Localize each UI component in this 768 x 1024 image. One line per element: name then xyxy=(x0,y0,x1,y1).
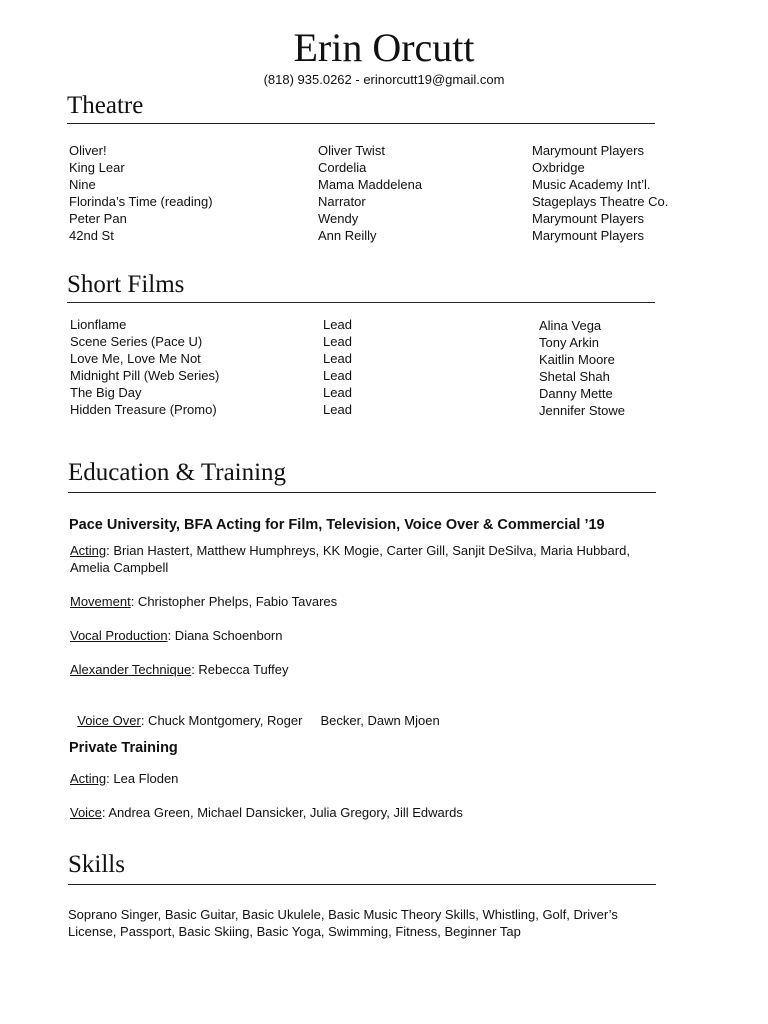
list-item: Nine xyxy=(69,177,96,192)
list-item: Lead xyxy=(323,351,352,366)
training-acting xyxy=(70,542,670,576)
list-item: Peter Pan xyxy=(69,211,127,226)
list-item: Narrator xyxy=(318,194,366,209)
skills-list: Soprano Singer, Basic Guitar, Basic Ukulele, Basic Music Theory Skills, Whistling, Golf, Driver’s License, Passport, Basic Skiing, Basic Yoga, Swimming, Fitness, Beginner Tap xyxy=(68,907,618,939)
list-item: Midnight Pill (Web Series) xyxy=(70,368,220,383)
list-item: Lead xyxy=(323,368,352,383)
list-item: Lead xyxy=(323,334,352,349)
training-teachers: : Chuck Montgomery, Roger Becker, Dawn Mjoen xyxy=(140,713,440,728)
list-item: Marymount Players xyxy=(532,143,644,158)
training-teachers: : Rebecca Tuffey xyxy=(191,662,289,677)
training-teachers: : Diana Schoenborn xyxy=(167,628,283,643)
training-teachers: : Lea Floden xyxy=(106,771,179,786)
list-item: Lead xyxy=(323,402,352,417)
training-alexander-technique xyxy=(70,661,289,678)
section-divider xyxy=(67,302,655,303)
section-heading-education: Education & Training xyxy=(68,459,287,486)
list-item: Danny Mette xyxy=(539,386,613,401)
list-item: Marymount Players xyxy=(532,211,644,226)
training-teachers: : Brian Hastert, Matthew Humphreys, KK Mogie, Carter Gill, Sanjit DeSilva, Maria Hubbard, Amelia Campbell xyxy=(70,543,630,575)
list-item: Tony Arkin xyxy=(539,335,599,350)
theatre-roles-column xyxy=(318,142,422,244)
resume-name: Erin Orcutt xyxy=(293,25,475,70)
list-item: Music Academy Int’l. xyxy=(532,177,651,192)
list-item: 42nd St xyxy=(69,228,114,243)
theatre-productions-column xyxy=(69,142,213,244)
training-vocal-production xyxy=(70,627,283,644)
list-item: Wendy xyxy=(318,211,359,226)
films-titles-column xyxy=(70,316,219,418)
section-heading-short-films: Short Films xyxy=(67,271,185,298)
training-teachers: : Christopher Phelps, Fabio Tavares xyxy=(130,594,338,609)
training-label: Alexander Technique xyxy=(70,662,192,677)
list-item: Lead xyxy=(323,385,352,400)
training-voice-over xyxy=(70,695,440,729)
training-label: Voice xyxy=(70,805,102,820)
list-item: Lionflame xyxy=(70,317,127,332)
films-directors-column xyxy=(539,317,625,419)
films-roles-column xyxy=(323,316,352,418)
list-item: Ann Reilly xyxy=(318,228,377,243)
section-heading-skills: Skills xyxy=(68,851,125,878)
list-item: Kaitlin Moore xyxy=(539,352,615,367)
training-label: Vocal Production xyxy=(70,628,168,643)
theatre-companies-column xyxy=(532,142,668,244)
list-item: The Big Day xyxy=(70,385,142,400)
section-divider xyxy=(68,492,656,493)
list-item: Oxbridge xyxy=(532,160,585,175)
section-divider xyxy=(68,884,656,885)
section-heading-theatre: Theatre xyxy=(67,92,144,119)
list-item: Shetal Shah xyxy=(539,369,610,384)
university-degree: Pace University, BFA Acting for Film, Television, Voice Over & Commercial ’19 xyxy=(69,517,605,533)
list-item: Jennifer Stowe xyxy=(539,403,625,418)
list-item: Mama Maddelena xyxy=(318,177,423,192)
contact-info: (818) 935.0262 - erinorcutt19@gmail.com xyxy=(263,72,505,87)
training-movement xyxy=(70,593,337,610)
list-item: Oliver! xyxy=(69,143,107,158)
training-label: Voice Over xyxy=(77,713,141,728)
list-item: Oliver Twist xyxy=(318,143,385,158)
list-item: Alina Vega xyxy=(539,318,602,333)
private-training-voice xyxy=(70,804,463,821)
list-item: Cordelia xyxy=(318,160,367,175)
list-item: King Lear xyxy=(69,160,125,175)
list-item: Marymount Players xyxy=(532,228,644,243)
private-training-heading: Private Training xyxy=(69,740,178,756)
list-item: Love Me, Love Me Not xyxy=(70,351,201,366)
list-item: Lead xyxy=(323,317,352,332)
list-item: Florinda’s Time (reading) xyxy=(69,194,213,209)
list-item: Scene Series (Pace U) xyxy=(70,334,203,349)
training-label: Acting xyxy=(70,543,107,558)
list-item: Stageplays Theatre Co. xyxy=(532,194,669,209)
private-training-acting xyxy=(70,770,178,787)
training-label: Movement xyxy=(70,594,131,609)
training-label: Acting xyxy=(70,771,107,786)
list-item: Hidden Treasure (Promo) xyxy=(70,402,217,417)
training-teachers: : Andrea Green, Michael Dansicker, Julia Gregory, Jill Edwards xyxy=(101,805,463,820)
section-divider xyxy=(67,123,655,124)
